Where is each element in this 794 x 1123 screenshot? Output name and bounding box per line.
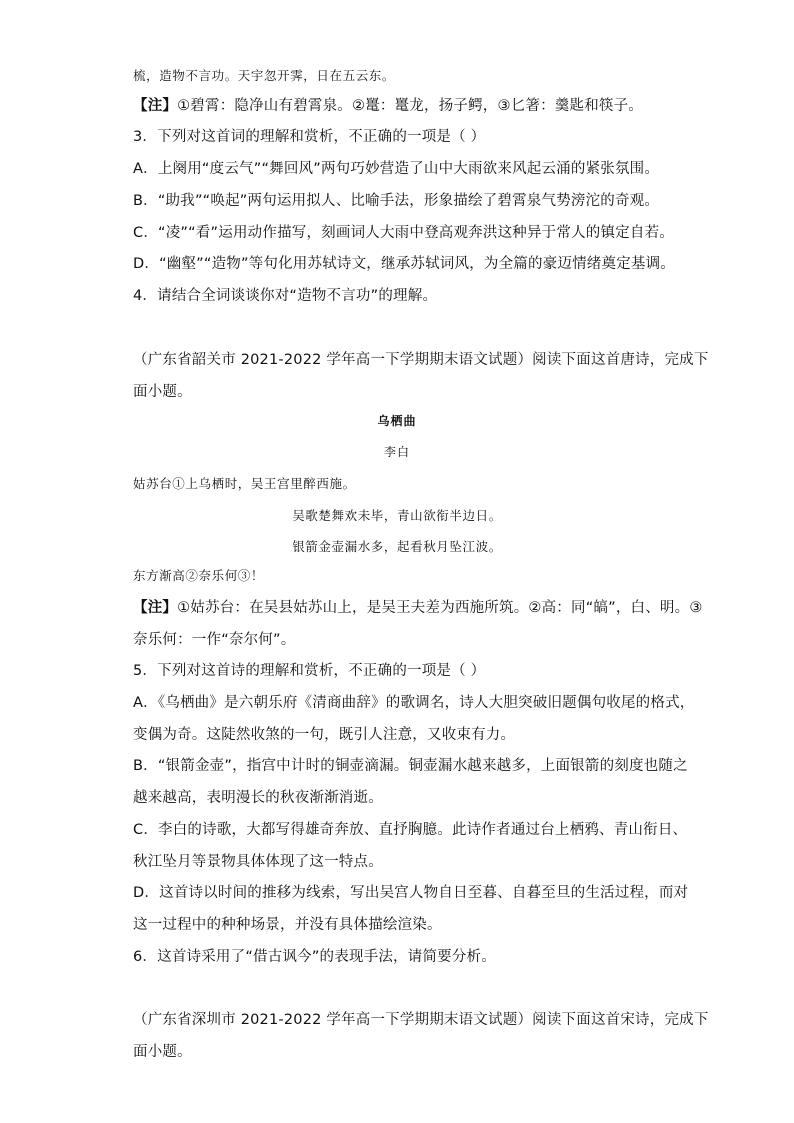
question-5-option-a-line-1: A．《乌栖曲》是六朝乐府《清商曲辞》的歌调名，诗人大胆突破旧题偶句收尾的格式， (133, 695, 695, 711)
question-5-option-c-line-1: C．李白的诗歌，大都写得雄奇奔放、直抒胸臆。此诗作者通过台上栖鸦、青山衔日、 (133, 822, 688, 838)
section-intro-2-line-2: 面小题。 (133, 384, 192, 400)
note-1 (133, 96, 643, 116)
note-1-text: ①碧霄：隐净山有碧霄泉。②鼍：鼍龙，扬子鳄，③匕箸：羹匙和筷子。 (177, 98, 644, 114)
section-intro-3-line-1: （广东省深圳市 2021-2022 学年高一下学期期末语文试题）阅读下面这首宋诗，完成下 (133, 1012, 709, 1028)
question-3-option-b: B．“助我”“唤起”两句运用拟人、比喻手法，形象描绘了碧霄泉气势滂沱的奇观。 (133, 193, 660, 209)
question-5-option-d-line-2: 这一过程中的种种场景，并没有具体描绘渲染。 (133, 917, 442, 933)
note-2-line-2: 奈乐何：一作“奈尔何”。 (133, 632, 296, 648)
question-6: 6．这首诗采用了“借古讽今”的表现手法，请简要分析。 (133, 949, 496, 965)
question-5: 5．下列对这首诗的理解和赏析，不正确的一项是（ ） (133, 663, 486, 679)
question-3-option-a: A．上阕用“度云气”“舞回风”两句巧妙营造了山中大雨欲来风起云涌的紧张氛围。 (133, 161, 660, 177)
section-intro-3-line-2: 面小题。 (133, 1044, 192, 1060)
question-5-option-a-line-2: 变偶为奇。这陡然收煞的一句，既引人注意，又收束有力。 (133, 727, 516, 743)
question-3-option-d: D．“幽壑”“造物”等句化用苏轼诗文，继承苏轼词风，为全篇的豪迈情绪奠定基调。 (133, 256, 676, 272)
poem-line-1: 姑苏台①上乌栖时，吴王宫里醉西施。 (133, 476, 356, 491)
section-intro-2-line-1: （广东省韶关市 2021-2022 学年高一下学期期末语文试题）阅读下面这首唐诗，完成下 (133, 352, 709, 368)
poem-line-4: 东方渐高②奈乐何③！ (133, 568, 265, 583)
note-2-label: 【注】 (133, 600, 178, 616)
question-3: 3．下列对这首词的理解和赏析，不正确的一项是（ ） (133, 129, 486, 145)
note-2-text: ①姑苏台：在吴县姑苏山上，是吴王夫差为西施所筑。②高：同“皜”，白、明。③ (177, 600, 703, 616)
poem-line-2: 吴歌楚舞欢未毕，青山欲衔半边日。 (292, 508, 502, 523)
question-5-option-b-line-1: B．“银箭金壶”，指宫中计时的铜壶滴漏。铜壶漏水越来越多，上面银箭的刻度也随之 (133, 758, 688, 774)
poem-title: 乌栖曲 (377, 414, 417, 428)
poem-ending-line: 梳，造物不言功。天宇忽开霁，日在五云东。 (133, 68, 396, 83)
question-5-option-d-line-1: D．这首诗以时间的推移为线索，写出吴宫人物自日至暮、自暮至旦的生活过程，而对 (133, 885, 689, 901)
question-5-option-b-line-2: 越来越高，表明漫长的秋夜渐渐消逝。 (133, 790, 383, 806)
poem-line-3: 银箭金壶漏水多，起看秋月坠江波。 (292, 539, 502, 554)
question-3-option-c: C．“凌”“看”运用动作描写，刻画词人大雨中登高观奔洪这种异于常人的镇定自若。 (133, 225, 674, 241)
poem-author: 李白 (383, 445, 410, 459)
note-2 (133, 598, 703, 618)
note-1-label: 【注】 (133, 98, 178, 114)
question-5-option-c-line-2: 秋江坠月等景物具体体现了这一特点。 (133, 854, 383, 870)
question-4: 4．请结合全词谈谈你对“造物不言功”的理解。 (133, 288, 438, 304)
